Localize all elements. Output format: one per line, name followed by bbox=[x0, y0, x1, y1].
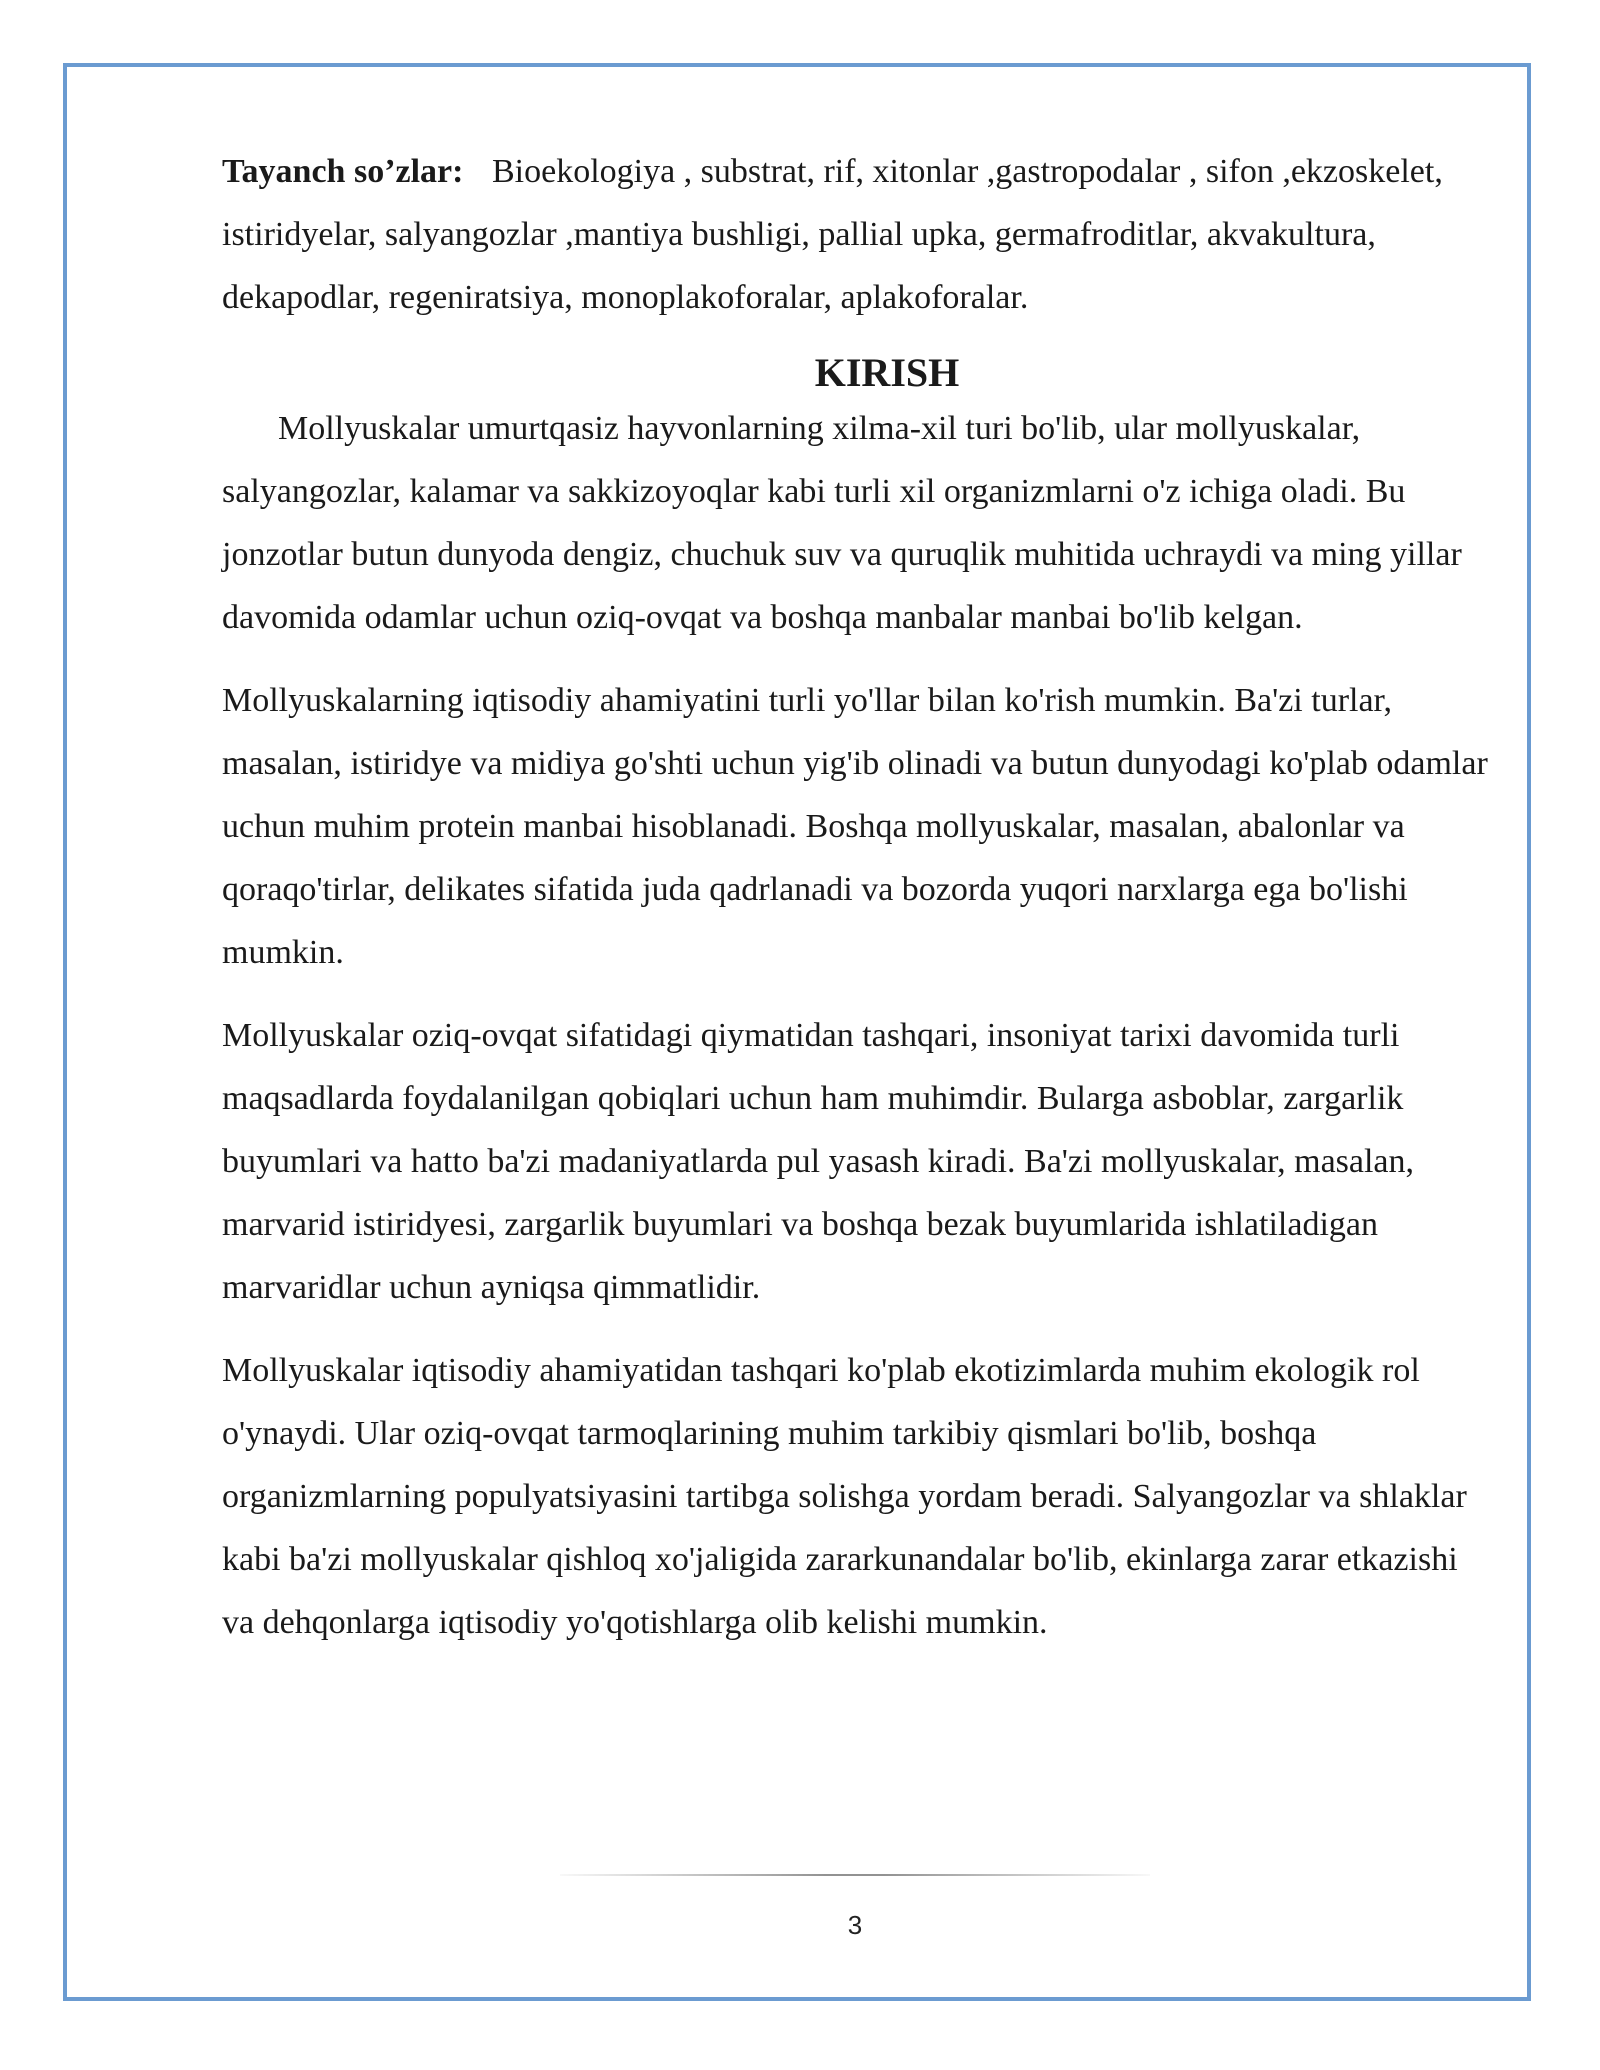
paragraph-ecological: Mollyuskalar iqtisodiy ahamiyatidan tashqari ko'plab ekotizimlarda muhim ekologik rol o'ynaydi. Ular oziq-ovqat tarmoqlarining muhim tarkibiy qismlari bo'lib, boshqa organizmlarning populyatsiyasini tartibga solishga yordam beradi. Salyangozlar va shlaklar kabi ba'zi mollyuskalar qishloq xo'jaligida zararkunandalar bo'lib, ekinlarga zarar etkazishi va dehqonlarga iqtisodiy yo'qotishlarga olib kelishi mumkin. bbox=[222, 1352, 1467, 1641]
paragraph-intro: Mollyuskalar umurtqasiz hayvonlarning xilma-xil turi bo'lib, ular mollyuskalar, salyangozlar, kalamar va sakkizoyoqlar kabi turli xil organizmlarni o'z ichiga oladi. Bu jonzotlar butun dunyoda dengiz, chuchuk suv va quruqlik muhitida uchraydi va ming yillar davomida odamlar uchun oziq-ovqat va boshqa manbalar manbai bo'lib kelgan. bbox=[222, 410, 1462, 636]
page-number: 3 bbox=[847, 1910, 863, 1940]
keywords-label: Tayanch so’zlar: bbox=[222, 153, 464, 190]
footer-divider bbox=[560, 1874, 1150, 1876]
document-body bbox=[222, 140, 1492, 1674]
keywords-paragraph bbox=[222, 140, 1492, 329]
keywords-text: Bioekologiya , substrat, rif, xitonlar ,gastropodalar , sifon ,ekzoskelet, istiridyelar, salyangozlar ,mantiya bushligi, pallial upka, germafroditlar, akvakultura, dekapodlar, regeniratsiya, monoplakoforalar, aplakoforalar. bbox=[222, 153, 1443, 316]
section-heading: KIRISH bbox=[814, 350, 960, 395]
paragraph-shells: Mollyuskalar oziq-ovqat sifatidagi qiymatidan tashqari, insoniyat tarixi davomida turli maqsadlarda foydalanilgan qobiqlari uchun ham muhimdir. Bularga asboblar, zargarlik buyumlari va hatto ba'zi madaniyatlarda pul yasash kiradi. Ba'zi mollyuskalar, masalan, marvarid istiridyesi, zargarlik buyumlari va boshqa bezak buyumlarida ishlatiladigan marvaridlar uchun ayniqsa qimmatlidir. bbox=[222, 1017, 1415, 1306]
paragraph-economic: Mollyuskalarning iqtisodiy ahamiyatini turli yo'llar bilan ko'rish mumkin. Ba'zi turlar, masalan, istiridye va midiya go'shti uchun yig'ib olinadi va butun dunyodagi ko'plab odamlar uchun muhim protein manbai hisoblanadi. Boshqa mollyuskalar, masalan, abalonlar va qoraqo'tirlar, delikates sifatida juda qadrlanadi va bozorda yuqori narxlarga ega bo'lishi mumkin. bbox=[222, 682, 1488, 971]
